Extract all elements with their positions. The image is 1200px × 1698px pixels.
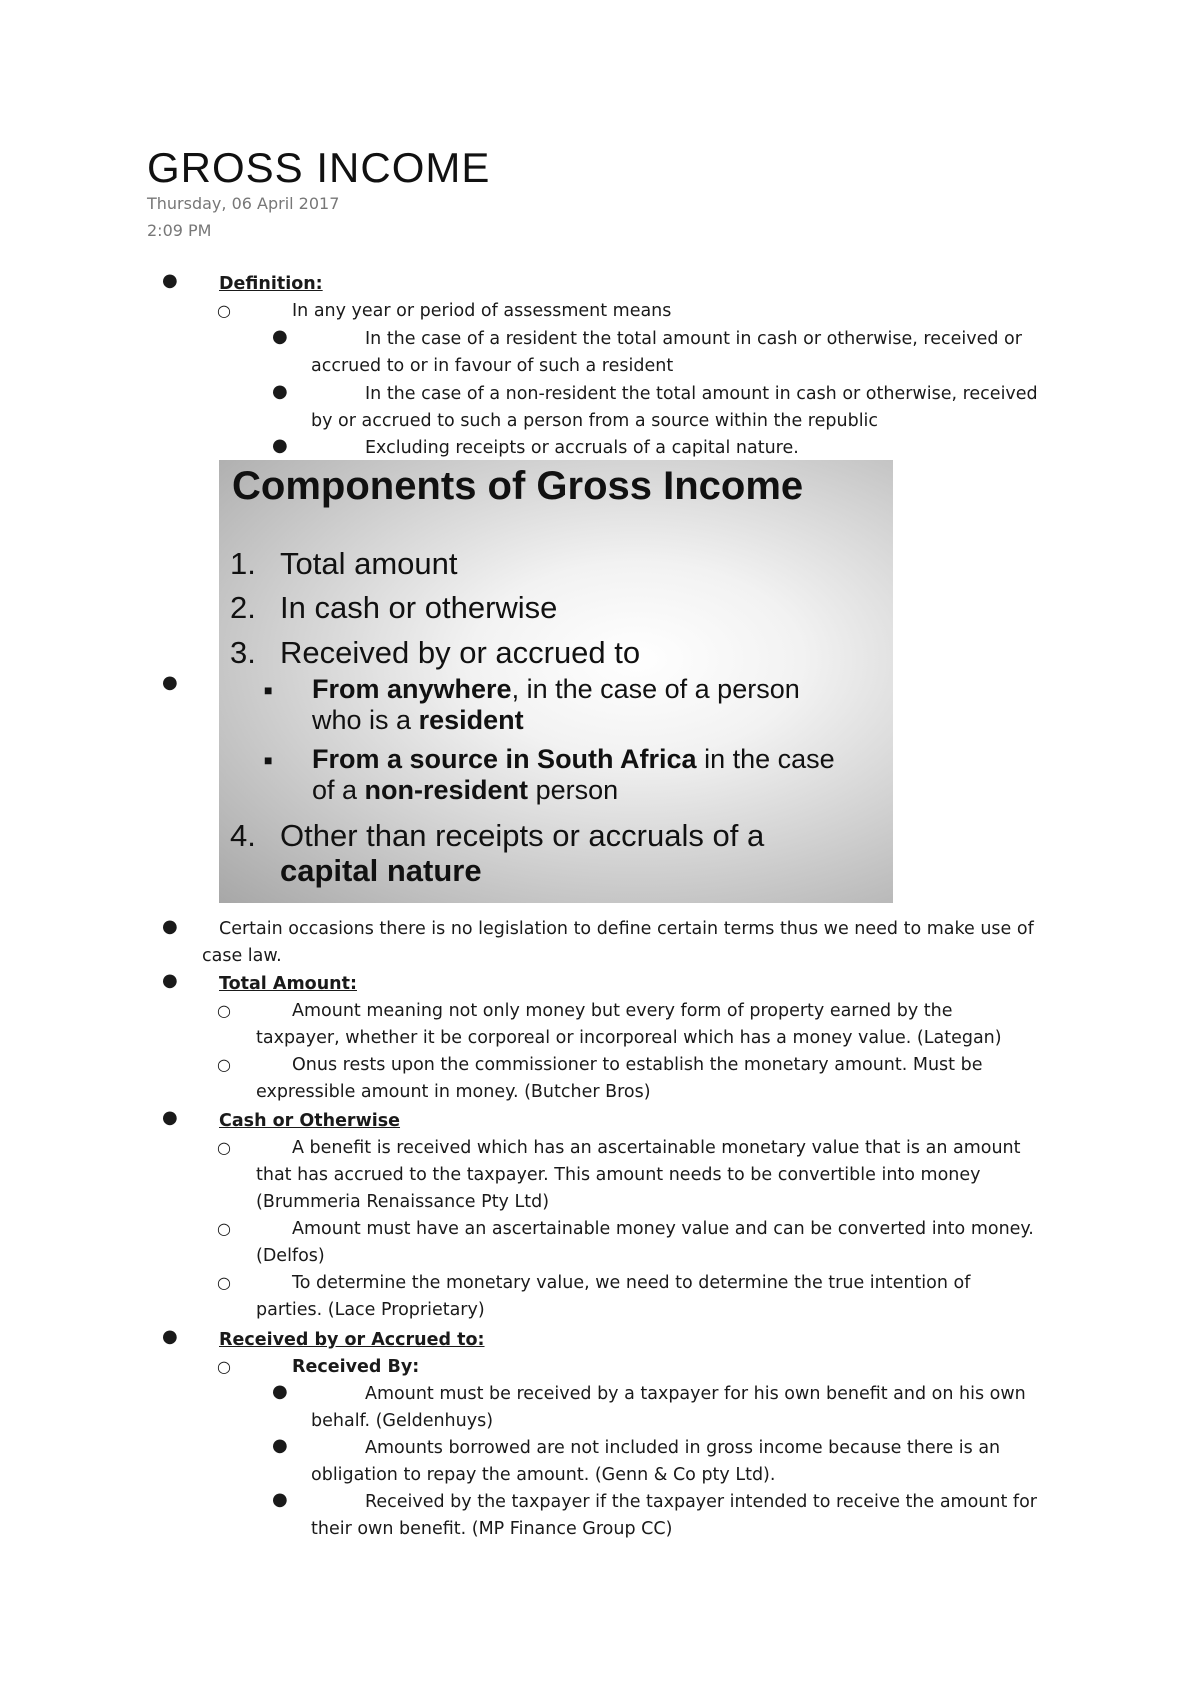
bullet-icon: ● [272, 1381, 288, 1402]
definition-item-1-line-1: In the case of a resident the total amount in cash or otherwise, received or [365, 329, 1022, 349]
bullet-icon: ● [162, 1107, 178, 1128]
definition-heading: Definition: [219, 274, 323, 294]
bullet-icon: ● [272, 381, 288, 402]
circle-bullet-icon: ○ [217, 1219, 231, 1238]
page-title: GROSS INCOME [147, 144, 491, 191]
note-time: 2:09 PM [147, 221, 212, 240]
slide-item-4-line-1: Other than receipts or accruals of a [280, 818, 765, 853]
bullet-icon: ● [162, 270, 178, 291]
slide-sub-item-1-line-2: who is a resident [312, 705, 524, 735]
slide-item-3: Received by or accrued to [280, 635, 641, 670]
square-bullet-icon: ■ [264, 682, 273, 698]
definition-item-2-line-2: by or accrued to such a person from a source within the republic [311, 411, 879, 431]
circle-bullet-icon: ○ [217, 1001, 231, 1020]
definition-intro: In any year or period of assessment means [292, 301, 672, 321]
bullet-icon: ● [162, 916, 178, 937]
definition-item-2-line-1: In the case of a non-resident the total amount in cash or otherwise, received [365, 384, 1038, 404]
circle-bullet-icon: ○ [217, 1138, 231, 1157]
cash-item-2-line-1: Amount must have an ascertainable money value and can be converted into money. [292, 1219, 1034, 1239]
slide-item-2: In cash or otherwise [280, 590, 558, 625]
bullet-icon: ● [272, 326, 288, 347]
total-amount-item-2-line-1: Onus rests upon the commissioner to establish the monetary amount. Must be [292, 1055, 983, 1075]
bullet-icon: ● [162, 1326, 178, 1347]
case-law-line-1: Certain occasions there is no legislation to define certain terms thus we need to make use of [219, 919, 1034, 939]
slide-sub-item-2-line-1: From a source in South Africa in the case [312, 744, 835, 774]
circle-bullet-icon: ○ [217, 1055, 231, 1074]
received-item-1-line-2: behalf. (Geldenhuys) [311, 1411, 494, 1431]
cash-otherwise-heading: Cash or Otherwise [219, 1111, 401, 1131]
cash-item-1-line-2: that has accrued to the taxpayer. This amount needs to be convertible into money [256, 1165, 981, 1185]
slide-item-4-line-2: capital nature [280, 853, 482, 888]
received-item-2-line-1: Amounts borrowed are not included in gross income because there is an [365, 1438, 1001, 1458]
cash-item-3-line-1: To determine the monetary value, we need to determine the true intention of [292, 1273, 971, 1293]
square-bullet-icon: ■ [264, 752, 273, 768]
components-slide-image [219, 460, 893, 903]
total-amount-item-1-line-1: Amount meaning not only money but every form of property earned by the [292, 1001, 953, 1021]
bullet-icon: ● [272, 1489, 288, 1510]
cash-item-3-line-2: parties. (Lace Proprietary) [256, 1300, 485, 1320]
total-amount-item-1-line-2: taxpayer, whether it be corporeal or incorporeal which has a money value. (Lategan) [256, 1028, 1002, 1048]
slide-number-1: 1. [230, 546, 256, 581]
slide-sub-item-1-line-1: From anywhere, in the case of a person [312, 674, 800, 704]
received-item-2-line-2: obligation to repay the amount. (Genn & Co pty Ltd). [311, 1465, 776, 1485]
cash-item-1-line-1: A benefit is received which has an ascertainable monetary value that is an amount [292, 1138, 1021, 1158]
case-law-line-2: case law. [202, 946, 282, 966]
slide-item-1: Total amount [280, 546, 458, 581]
bullet-icon: ● [272, 1435, 288, 1456]
note-date: Thursday, 06 April 2017 [147, 194, 340, 213]
circle-bullet-icon: ○ [217, 1357, 231, 1376]
received-by-subheading: Received By: [292, 1357, 420, 1377]
definition-item-1-line-2: accrued to or in favour of such a resident [311, 356, 674, 376]
slide-number-3: 3. [230, 635, 256, 670]
total-amount-item-2-line-2: expressible amount in money. (Butcher Bros) [256, 1082, 651, 1102]
circle-bullet-icon: ○ [217, 1273, 231, 1292]
slide-number-2: 2. [230, 590, 256, 625]
bullet-icon: ● [162, 970, 178, 991]
slide-number-4: 4. [230, 818, 256, 853]
slide-sub-item-2-line-2: of a non-resident person [312, 775, 619, 805]
cash-item-2-line-2: (Delfos) [256, 1246, 325, 1266]
slide-title: Components of Gross Income [232, 464, 804, 508]
received-item-1-line-1: Amount must be received by a taxpayer for his own benefit and on his own [365, 1384, 1026, 1404]
bullet-icon: ● [272, 435, 288, 456]
circle-bullet-icon: ○ [217, 301, 231, 320]
definition-item-3: Excluding receipts or accruals of a capital nature. [365, 438, 799, 458]
cash-item-1-line-3: (Brummeria Renaissance Pty Ltd) [256, 1192, 550, 1212]
received-item-3-line-1: Received by the taxpayer if the taxpayer intended to receive the amount for [365, 1492, 1037, 1512]
bullet-icon: ● [162, 672, 178, 693]
total-amount-heading: Total Amount: [219, 974, 357, 994]
received-item-3-line-2: their own benefit. (MP Finance Group CC) [311, 1519, 673, 1539]
received-heading: Received by or Accrued to: [219, 1330, 485, 1350]
